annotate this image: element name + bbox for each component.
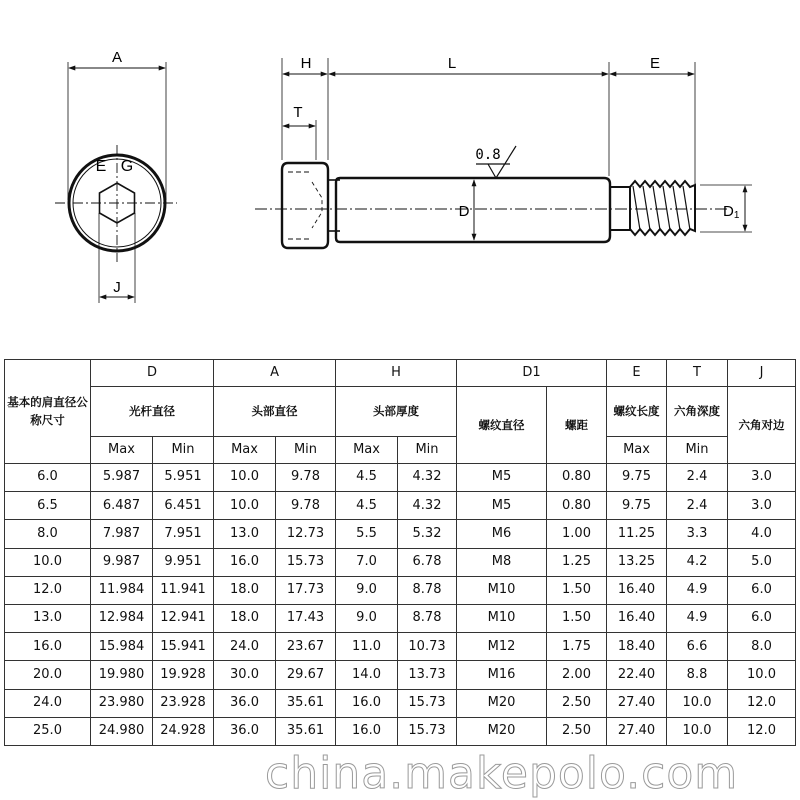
table-cell: 19.980 xyxy=(91,661,153,689)
sub-min: Min xyxy=(398,437,457,464)
table-cell: 2.00 xyxy=(547,661,607,689)
table-cell: 1.75 xyxy=(547,633,607,661)
group-desc-H: 头部厚度 xyxy=(336,387,457,437)
table-cell: 9.78 xyxy=(276,492,336,520)
group-desc-T: 六角深度 xyxy=(667,387,728,437)
table-cell: 4.5 xyxy=(336,464,398,492)
table-cell: M20 xyxy=(457,689,547,717)
table-cell: 12.0 xyxy=(728,689,796,717)
table-cell: 1.25 xyxy=(547,548,607,576)
table-cell: 4.32 xyxy=(398,464,457,492)
group-desc-E: 螺纹长度 xyxy=(607,387,667,437)
table-cell: 23.980 xyxy=(91,689,153,717)
group-desc-D1-diameter: 螺纹直径 xyxy=(457,387,547,464)
group-code-D: D xyxy=(91,360,214,387)
table-cell: 5.987 xyxy=(91,464,153,492)
table-cell: 8.0 xyxy=(5,520,91,548)
table-cell: 12.0 xyxy=(5,576,91,604)
table-cell: M20 xyxy=(457,717,547,745)
group-code-E: E xyxy=(607,360,667,387)
table-cell: 18.0 xyxy=(214,576,276,604)
table-cell: 12.984 xyxy=(91,604,153,632)
table-cell: 11.25 xyxy=(607,520,667,548)
table-cell: 24.0 xyxy=(5,689,91,717)
table-cell: 1.00 xyxy=(547,520,607,548)
table-cell: M12 xyxy=(457,633,547,661)
table-cell: 35.61 xyxy=(276,717,336,745)
sub-min: Min xyxy=(276,437,336,464)
table-cell: 25.0 xyxy=(5,717,91,745)
table-cell: 7.987 xyxy=(91,520,153,548)
table-cell: 4.9 xyxy=(667,576,728,604)
dimension-table xyxy=(4,359,796,746)
table-cell: 30.0 xyxy=(214,661,276,689)
table-row xyxy=(5,576,796,604)
table-cell: 1.50 xyxy=(547,604,607,632)
table-cell: 10.0 xyxy=(5,548,91,576)
table-cell: 4.5 xyxy=(336,492,398,520)
table-cell: 36.0 xyxy=(214,689,276,717)
table-cell: 16.0 xyxy=(336,717,398,745)
table-cell: 27.40 xyxy=(607,689,667,717)
table-cell: 6.487 xyxy=(91,492,153,520)
table-cell: 18.40 xyxy=(607,633,667,661)
roughness-value: 0.8 xyxy=(475,147,501,163)
table-cell: 27.40 xyxy=(607,717,667,745)
table-cell: 15.73 xyxy=(398,717,457,745)
table-cell: 13.0 xyxy=(214,520,276,548)
group-code-D1: D1 xyxy=(457,360,607,387)
table-cell: 10.0 xyxy=(667,717,728,745)
label-E: E xyxy=(95,158,107,175)
table-cell: 10.0 xyxy=(667,689,728,717)
table-body xyxy=(5,464,796,746)
table-cell: 3.0 xyxy=(728,492,796,520)
table-cell: 17.43 xyxy=(276,604,336,632)
table-cell: 35.61 xyxy=(276,689,336,717)
table-cell: 17.73 xyxy=(276,576,336,604)
group-desc-A: 头部直径 xyxy=(214,387,336,437)
table-cell: 6.0 xyxy=(728,576,796,604)
table-cell: 7.0 xyxy=(336,548,398,576)
end-view xyxy=(55,62,177,303)
side-view xyxy=(255,58,752,248)
table-cell: 3.3 xyxy=(667,520,728,548)
table-cell: 24.928 xyxy=(153,717,214,745)
label-D1: D1 xyxy=(723,203,740,221)
table-cell: 9.987 xyxy=(91,548,153,576)
table-cell: 16.40 xyxy=(607,604,667,632)
table-cell: 6.78 xyxy=(398,548,457,576)
table-cell: 6.451 xyxy=(153,492,214,520)
table-cell: 16.0 xyxy=(5,633,91,661)
table-cell: 5.0 xyxy=(728,548,796,576)
table-cell: 12.941 xyxy=(153,604,214,632)
table-cell: 5.32 xyxy=(398,520,457,548)
table-row xyxy=(5,689,796,717)
table-cell: 4.0 xyxy=(728,520,796,548)
table-cell: 9.75 xyxy=(607,492,667,520)
table-cell: 8.0 xyxy=(728,633,796,661)
table-cell: 2.50 xyxy=(547,717,607,745)
table-cell: 15.73 xyxy=(398,689,457,717)
group-code-A: A xyxy=(214,360,336,387)
table-cell: 6.0 xyxy=(5,464,91,492)
table-cell: 23.67 xyxy=(276,633,336,661)
table-row xyxy=(5,548,796,576)
table-cell: 11.941 xyxy=(153,576,214,604)
table-cell: 9.78 xyxy=(276,464,336,492)
table-cell: 9.951 xyxy=(153,548,214,576)
table-cell: 5.951 xyxy=(153,464,214,492)
group-code-H: H xyxy=(336,360,457,387)
table-cell: M10 xyxy=(457,604,547,632)
group-code-T: T xyxy=(667,360,728,387)
table-cell: 9.0 xyxy=(336,576,398,604)
group-desc-D1-pitch: 螺距 xyxy=(547,387,607,464)
table-cell: 24.0 xyxy=(214,633,276,661)
table-cell: 9.0 xyxy=(336,604,398,632)
table-cell: M8 xyxy=(457,548,547,576)
table-cell: 6.0 xyxy=(728,604,796,632)
table-cell: 13.25 xyxy=(607,548,667,576)
table-cell: M5 xyxy=(457,492,547,520)
table-cell: 15.941 xyxy=(153,633,214,661)
table-cell: 10.0 xyxy=(728,661,796,689)
label-L: L xyxy=(447,55,457,72)
table-cell: 20.0 xyxy=(5,661,91,689)
table-row xyxy=(5,492,796,520)
label-A: A xyxy=(111,49,123,66)
table-row xyxy=(5,717,796,745)
sub-max: Max xyxy=(607,437,667,464)
shoulder-bolt-drawing xyxy=(0,0,800,350)
label-H: H xyxy=(300,55,312,72)
group-code-J: J xyxy=(728,360,796,387)
table-row xyxy=(5,464,796,492)
sub-max: Max xyxy=(91,437,153,464)
table-cell: M6 xyxy=(457,520,547,548)
table-cell: 7.951 xyxy=(153,520,214,548)
label-E-length: E xyxy=(649,55,661,72)
table-cell: 10.0 xyxy=(214,492,276,520)
table-cell: 13.73 xyxy=(398,661,457,689)
table-cell: 10.0 xyxy=(214,464,276,492)
label-T: T xyxy=(293,104,303,121)
table-cell: 1.50 xyxy=(547,576,607,604)
table-cell: 16.40 xyxy=(607,576,667,604)
table-row xyxy=(5,604,796,632)
table-cell: 12.0 xyxy=(728,717,796,745)
table-cell: 2.50 xyxy=(547,689,607,717)
table-row xyxy=(5,661,796,689)
table-cell: 4.32 xyxy=(398,492,457,520)
table-cell: 23.928 xyxy=(153,689,214,717)
table-cell: 5.5 xyxy=(336,520,398,548)
table-cell: 16.0 xyxy=(336,689,398,717)
group-desc-D: 光杆直径 xyxy=(91,387,214,437)
watermark: china.makepolo.com xyxy=(265,748,739,799)
table-cell: 12.73 xyxy=(276,520,336,548)
table-cell: 10.73 xyxy=(398,633,457,661)
table-cell: 16.0 xyxy=(214,548,276,576)
table-cell: 11.984 xyxy=(91,576,153,604)
table-cell: 8.78 xyxy=(398,576,457,604)
sub-min: Min xyxy=(667,437,728,464)
table-cell: 2.4 xyxy=(667,464,728,492)
table-row xyxy=(5,633,796,661)
table-cell: 4.2 xyxy=(667,548,728,576)
table-cell: 22.40 xyxy=(607,661,667,689)
table-cell: 19.928 xyxy=(153,661,214,689)
label-J: J xyxy=(113,279,121,296)
table-cell: 36.0 xyxy=(214,717,276,745)
corner-header: 基本的肩直径公称尺寸 xyxy=(5,360,91,464)
table-cell: 29.67 xyxy=(276,661,336,689)
table-cell: 4.9 xyxy=(667,604,728,632)
table-cell: 15.73 xyxy=(276,548,336,576)
sub-max: Max xyxy=(336,437,398,464)
label-D: D xyxy=(458,203,470,220)
sub-max: Max xyxy=(214,437,276,464)
table-cell: 8.78 xyxy=(398,604,457,632)
table-cell: 14.0 xyxy=(336,661,398,689)
table-cell: 13.0 xyxy=(5,604,91,632)
table-cell: 2.4 xyxy=(667,492,728,520)
table-cell: 11.0 xyxy=(336,633,398,661)
table-cell: 0.80 xyxy=(547,492,607,520)
table-cell: M10 xyxy=(457,576,547,604)
table-cell: 9.75 xyxy=(607,464,667,492)
table-cell: 8.8 xyxy=(667,661,728,689)
table-cell: 24.980 xyxy=(91,717,153,745)
table-cell: 15.984 xyxy=(91,633,153,661)
table-cell: 18.0 xyxy=(214,604,276,632)
table-row xyxy=(5,520,796,548)
table-cell: 6.5 xyxy=(5,492,91,520)
group-desc-J: 六角对边 xyxy=(728,387,796,464)
label-G: G xyxy=(120,158,134,175)
table-cell: M16 xyxy=(457,661,547,689)
table-cell: 6.6 xyxy=(667,633,728,661)
table-cell: M5 xyxy=(457,464,547,492)
sub-min: Min xyxy=(153,437,214,464)
table-cell: 0.80 xyxy=(547,464,607,492)
table-cell: 3.0 xyxy=(728,464,796,492)
